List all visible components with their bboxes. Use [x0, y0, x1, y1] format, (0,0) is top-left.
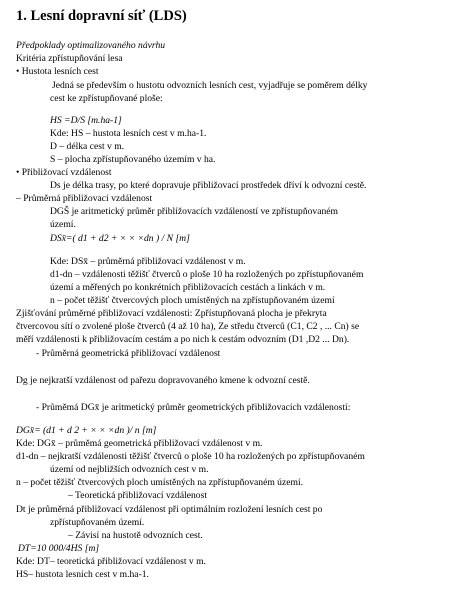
text-line: Kde: DGx̄ – průměmá geometrická přibližovací vzdálenost v m.: [16, 438, 263, 449]
formula: HS =D/S [m.ha-1]: [50, 115, 122, 126]
text-line: Dt je průměrná přibližovací vzdálenost při optimálním rozložení lesních cest po: [16, 504, 323, 515]
sub-heading: – Průměrná přibližovací vzdálenost: [16, 193, 153, 204]
text-line: Zjišťování průměrné přibližovací vzdálenosti: Zpřístupňovaná plocha je překryta: [16, 308, 327, 319]
formula: DT=10 000/4HS [m]: [18, 543, 100, 554]
text-line: území od nejbližších odvozních cest v m.: [50, 464, 209, 475]
text-line: cest ke zpřístupňované ploše:: [50, 93, 163, 104]
text-line: Jedná se především o hustotu odvozních lesních cest, vyjadřuje se poměrem délky: [52, 80, 368, 91]
text-line: S – plocha zpřístupňovaného územím v ha.: [50, 154, 216, 165]
text-line: HS– hustota lesních cest v m.ha-1.: [16, 569, 149, 580]
text-line: zpřístupňovaném území.: [50, 517, 145, 528]
text-line: D – délka cest v m.: [50, 141, 125, 152]
page-title: 1. Lesní dopravní síť (LDS): [16, 8, 187, 24]
text-line: Ds je délka trasy, po které dopravuje přibližovací prostředek dříví k odvozní cestě.: [50, 180, 367, 191]
formula: DSx̄=( d1 + d2 + × × ×dn ) / N [m]: [50, 233, 190, 244]
list-item: - Průměrná geometrická přibližovací vzdálenost: [36, 348, 221, 359]
bullet-heading: • Přibližovací vzdálenost: [16, 167, 112, 178]
text-line: n – počet těžišť čtvercových ploch umístěných na zpřístupňovaném území: [50, 295, 335, 306]
text-line: území.: [50, 219, 76, 230]
text-line: měří vzdálenosti k přibližovacím cestám a po nich k cestám odvozním (D1 ,D2 ... Dn).: [16, 334, 350, 345]
text-line: Kritéria zpřístupňování lesa: [16, 53, 123, 64]
text-line: n – počet těžišť čtvercových ploch umístěných na zpřístupňovaném území.: [16, 477, 304, 488]
text-line: d1-dn – nejkratší vzdálenosti těžišť čtverců o ploše 10 ha rozložených po zpřístupňovaném: [16, 451, 365, 462]
formula: DGx̄= (d1 + d 2 + × × ×dn )/ n [m]: [16, 425, 157, 436]
text-line: Kde: DSx̄ – průměrná přibližovací vzdálenost v m.: [50, 256, 246, 267]
list-item: – Závisí na hustotě odvozních cest.: [68, 530, 203, 541]
list-item: – Teoretická přibližovací vzdálenost: [68, 490, 208, 501]
text-line: území a měřených po konkrétních přibližovacích cestách a linkách v m.: [50, 282, 326, 293]
text-line: DGŠ je aritmetický průměr přibližovacích vzdáleností ve zpřístupňovaném: [50, 206, 338, 217]
text-line: Kde: DT– teoretická přibližovací vzdálenost v m.: [16, 556, 206, 567]
text-line: čtvercovou sítí o zvolené ploše čtverců (4 až 10 ha), Ze středu čtverců (C1, C2 , ... Cn) se: [16, 321, 360, 332]
list-item: - Průměmá DGx̄ je aritmetický průměr geometrických přibližovacích vzdáleností:: [36, 402, 351, 413]
subheading: Předpoklady optimalizovaného návrhu: [16, 40, 166, 51]
bullet-heading: • Hustota lesních cest: [16, 66, 99, 77]
text-line: Dg je nejkratší vzdálenost od pařezu dopravovaného kmene k odvozní cestě.: [16, 375, 310, 386]
text-line: d1-dn – vzdálenosti těžišť čtverců o ploše 10 ha rozložených po zpřístupňovaném: [50, 269, 364, 280]
text-line: Kde: HS – hustota lesních cest v m.ha-1.: [50, 128, 207, 139]
